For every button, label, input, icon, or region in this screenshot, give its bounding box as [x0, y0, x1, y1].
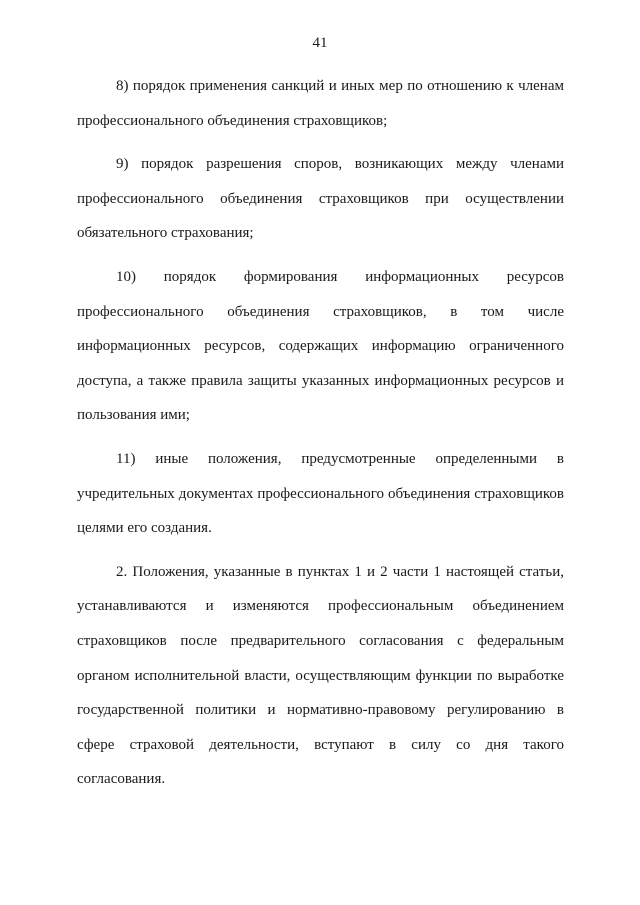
paragraph-item-8: 8) порядок применения санкций и иных мер по отношению к членам профессионального объединения страховщиков;	[77, 78, 564, 129]
paragraph-item-11: 11) иные положения, предусмотренные определенными в учредительных документах профессионального объединения страховщиков целями его создания.	[77, 450, 564, 537]
paragraph-item-9: 9) порядок разрешения споров, возникающих между членами профессионального объединения страховщиков при осуществлении обязательного страхования;	[77, 156, 564, 242]
document-body	[77, 69, 564, 806]
paragraph-part-2: 2. Положения, указанные в пунктах 1 и 2 части 1 настоящей статьи, устанавливаются и изменяются профессиональным объединением страховщиков после предварительного согласования с федеральным органом исполнительной власти, осуществляющим функции по выработке государственной политики и нормативно-правовому регулированию в сфере страховой деятельности, вступают в силу со дня такого согласования.	[77, 563, 564, 788]
paragraph-item-10: 10) порядок формирования информационных ресурсов профессионального объединения страховщиков, в том числе информационных ресурсов, содержащих информацию ограниченного доступа, а также правила защиты указанных информационных ресурсов и пользования ими;	[77, 268, 564, 424]
page-number: 41	[312, 35, 328, 51]
